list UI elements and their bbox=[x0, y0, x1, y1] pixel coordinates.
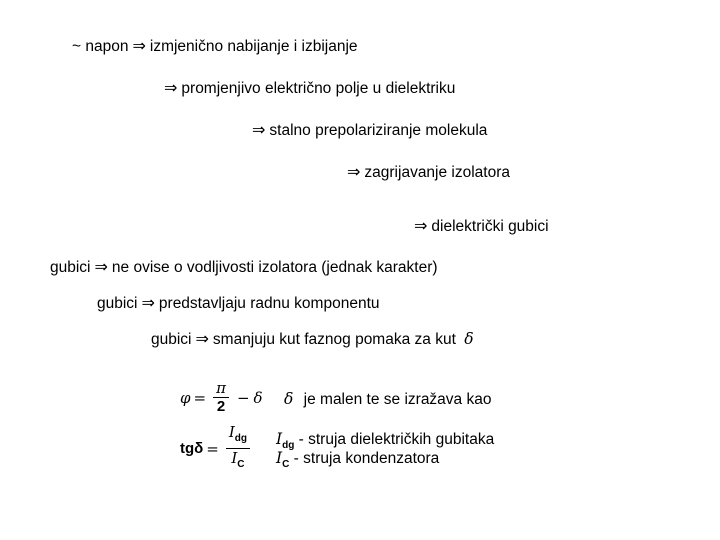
statement-line-7 bbox=[97, 294, 380, 313]
formula-minus: − bbox=[236, 388, 250, 407]
statement-line-6 bbox=[50, 258, 438, 277]
formula-lhs: tgδ bbox=[180, 440, 204, 457]
line-text: dielektrički gubici bbox=[431, 218, 549, 235]
implies-arrow-icon: ⇒ bbox=[132, 36, 146, 55]
fraction-denominator bbox=[228, 449, 247, 473]
implies-arrow-icon: ⇒ bbox=[252, 120, 266, 139]
formula-loss-tangent bbox=[180, 424, 254, 473]
legend-line-2 bbox=[276, 449, 439, 474]
fraction-numerator: π bbox=[213, 380, 229, 398]
formula-fraction bbox=[226, 424, 250, 473]
implies-arrow-icon: ⇒ bbox=[347, 162, 361, 181]
line-text: smanjuju kut faznog pomaka za kut bbox=[212, 331, 456, 348]
statement-line-1 bbox=[72, 37, 358, 56]
statement-line-8 bbox=[151, 330, 474, 349]
delta-note-text: je malen te se izražava kao bbox=[303, 391, 492, 408]
statement-line-4 bbox=[343, 163, 510, 182]
legend-symbol: I bbox=[276, 449, 283, 467]
line-text: promjenjivo električno polje u dielektriku bbox=[181, 80, 456, 97]
formula-phase-angle bbox=[180, 380, 263, 415]
legend-text: - struja dielektričkih gubitaka bbox=[298, 431, 495, 448]
statement-line-3 bbox=[248, 121, 487, 140]
delta-note bbox=[284, 390, 491, 409]
legend-text: - struja kondenzatora bbox=[293, 450, 440, 467]
line-text: izmjenično nabijanje i izbijanje bbox=[149, 38, 358, 55]
line-prefix: gubici bbox=[50, 259, 91, 276]
current-subscript: dg bbox=[234, 433, 247, 444]
implies-arrow-icon: ⇒ bbox=[195, 329, 209, 348]
line-prefix: ~ napon bbox=[72, 38, 129, 55]
fraction-numerator bbox=[226, 424, 250, 449]
delta-symbol: δ bbox=[284, 390, 294, 408]
statement-line-2 bbox=[160, 79, 455, 98]
line-text: zagrijavanje izolatora bbox=[364, 164, 511, 181]
implies-arrow-icon: ⇒ bbox=[164, 78, 178, 97]
line-text: stalno prepolariziranje molekula bbox=[269, 122, 488, 139]
legend-subscript: C bbox=[282, 459, 290, 471]
delta-symbol: δ bbox=[464, 330, 474, 348]
statement-line-5 bbox=[410, 217, 549, 236]
line-text: ne ovise o vodljivosti izolatora (jednak karakter) bbox=[111, 259, 438, 276]
current-subscript: C bbox=[237, 459, 245, 470]
formula-equals: = bbox=[206, 439, 219, 458]
line-prefix: gubici bbox=[97, 295, 138, 312]
legend-subscript: dg bbox=[282, 440, 295, 452]
legend-symbol: I bbox=[276, 430, 283, 448]
current-symbol: I bbox=[231, 449, 238, 467]
current-symbol: I bbox=[228, 423, 235, 441]
formula-equals: = bbox=[193, 388, 207, 407]
fraction-denominator: 2 bbox=[216, 398, 226, 415]
line-prefix: gubici bbox=[151, 331, 192, 348]
implies-arrow-icon: ⇒ bbox=[414, 216, 428, 235]
formula-rhs: δ bbox=[253, 388, 263, 407]
line-text: predstavljaju radnu komponentu bbox=[158, 295, 380, 312]
implies-arrow-icon: ⇒ bbox=[141, 293, 155, 312]
formula-fraction bbox=[213, 380, 229, 415]
implies-arrow-icon: ⇒ bbox=[94, 257, 108, 276]
formula-lhs: φ bbox=[180, 388, 191, 407]
